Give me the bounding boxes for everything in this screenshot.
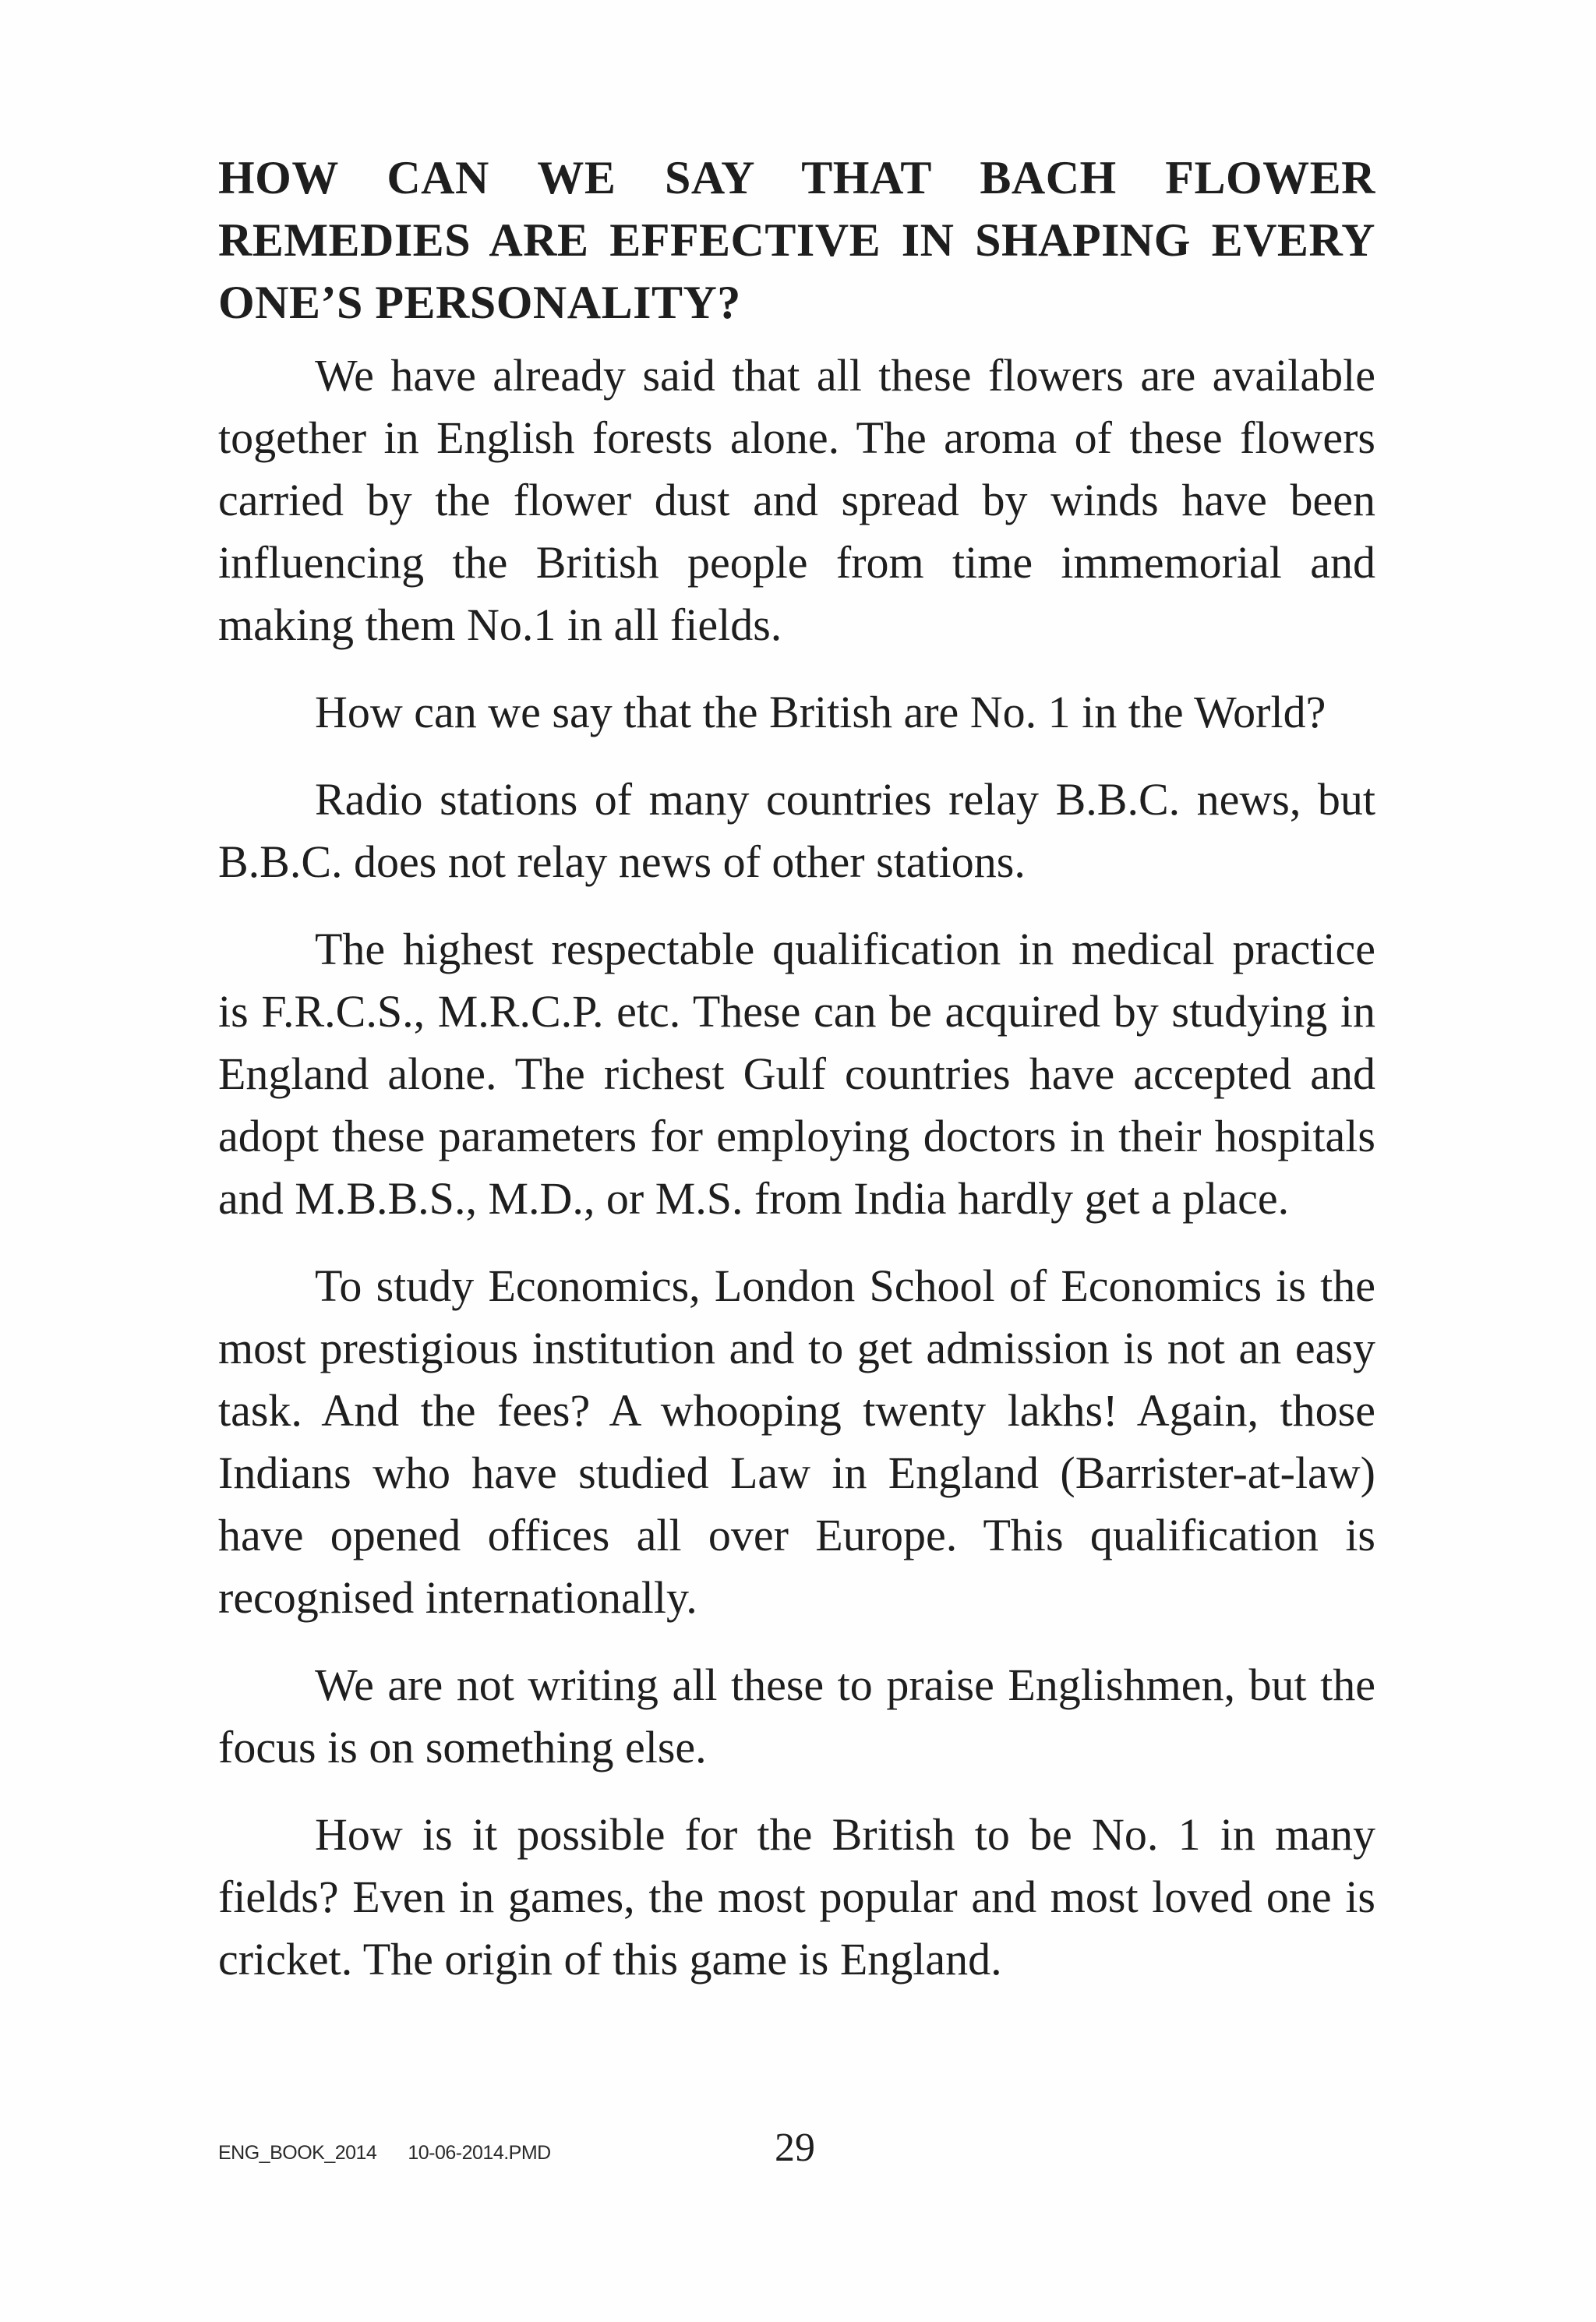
footer-file-name: ENG_BOOK_2014 bbox=[218, 2142, 377, 2164]
paragraph: Radio stations of many countries relay B.B.C. news, but B.B.C. does not relay news of other stations. bbox=[218, 774, 1375, 887]
page-content bbox=[218, 147, 1375, 2016]
page-number: 29 bbox=[775, 2126, 815, 2170]
footer-file-date: 10-06-2014.PMD bbox=[408, 2142, 551, 2164]
paragraph: To study Economics, London School of Economics is the most prestigious institution and to get admission is not an easy task. And the fees? A whooping twenty lakhs! Again, those Indians who have studied Law in England (Barrister-at-law) have opened offices all over Europe. This qualification is recognised internationally. bbox=[218, 1260, 1375, 1623]
paragraph: We are not writing all these to praise Englishmen, but the focus is on something else. bbox=[218, 1659, 1375, 1772]
paragraph: How can we say that the British are No. 1 in the World? bbox=[315, 687, 1326, 737]
paragraph: How is it possible for the British to be No. 1 in many fields? Even in games, the most popular and most loved one is cricket. The origin of this game is England. bbox=[218, 1809, 1375, 1984]
paragraph: The highest respectable qualification in medical practice is F.R.C.S., M.R.C.P. etc. These can be acquired by studying in England alone. The richest Gulf countries have accepted and adopt these parameters for employing doctors in their hospitals and M.B.B.S., M.D., or M.S. from India hardly get a place. bbox=[218, 924, 1375, 1224]
footer-file-info bbox=[218, 2142, 551, 2165]
section-heading: HOW CAN WE SAY THAT BACH FLOWER REMEDIES ARE EFFECTIVE IN SHAPING EVERY ONE’S PERSONALITY? bbox=[218, 152, 1375, 328]
paragraph: We have already said that all these flowers are available together in English forests alone. The aroma of these flowers carried by the flower dust and spread by winds have been influencing the British people from time immemorial and making them No.1 in all fields. bbox=[218, 350, 1375, 650]
